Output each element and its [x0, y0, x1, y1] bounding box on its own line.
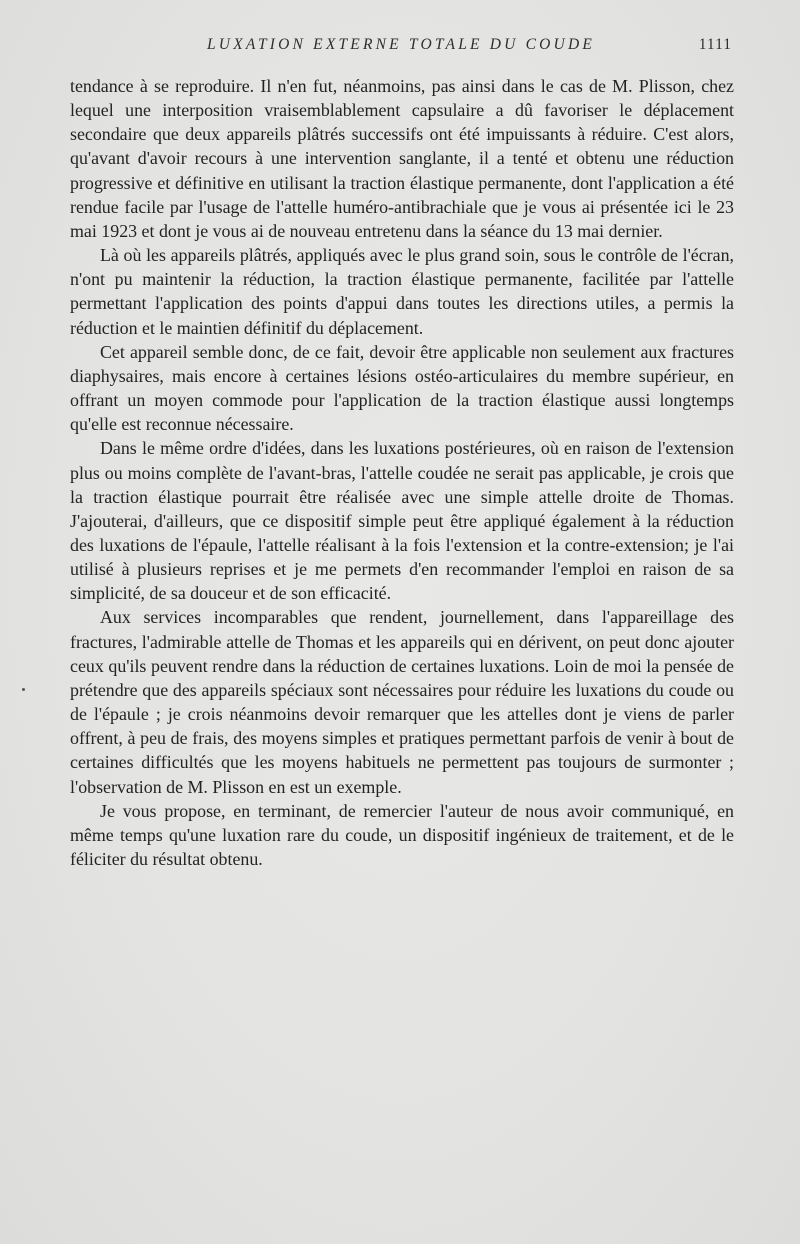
paragraph: Aux services incomparables que rendent, journellement, dans l'appareillage des fractures, l'admirable attelle de Thomas et les appareils qui en dérivent, on peut donc ajouter ceux qu'ils peuvent rendre dans la réduction de certaines luxations. Loin de moi la pensée de prétendre que des appareils spéciaux sont nécessaires pour réduire les luxations du coude ou de l'épaule ; je crois néanmoins devoir remarquer que les attelles dont je viens de parler offrent, à peu de frais, des moyens simples et pratiques permettant parfois de venir à bout de certaines difficultés que les moyens habituels ne permettent pas toujours de surmonter ; l'observation de M. Plisson en est un exemple. — [70, 607, 734, 797]
page-number: 1111 — [698, 36, 732, 53]
scan-speck — [22, 688, 25, 691]
page-header — [70, 36, 732, 60]
body-text — [70, 74, 734, 871]
running-title: LUXATION EXTERNE TOTALE DU COUDE — [206, 36, 596, 53]
paragraph: Cet appareil semble donc, de ce fait, devoir être applicable non seulement aux fractures diaphysaires, mais encore à certaines lésions ostéo-articulaires du membre supérieur, en offrant un moyen commode pour l'application de la traction élastique aussi longtemps qu'elle est reconnue nécessaire. — [70, 341, 734, 435]
paragraph-continued: tendance à se reproduire. Il n'en fut, néanmoins, pas ainsi dans le cas de M. Plisson, chez lequel une interposition vraisemblablement capsulaire a dû favoriser le déplacement secondaire que deux appareils plâtrés successifs ont été impuissants à réduire. C'est alors, qu'avant d'avoir recours à une intervention sanglante, il a tenté et obtenu une réduction progressive et définitive en utilisant la traction élastique permanente, dont l'application a été rendue facile par l'usage de l'attelle huméro-antibrachiale que je vous ai présentée ici le 23 mai 1923 et dont je vous ai de nouveau entretenu dans la séance du 13 mai dernier. — [70, 76, 734, 241]
paragraph: Dans le même ordre d'idées, dans les luxations postérieures, où en raison de l'extension plus ou moins complète de l'avant-bras, l'attelle coudée ne serait pas applicable, je crois que la traction élastique pourrait être réalisée avec une simple attelle droite de Thomas. J'ajouterai, d'ailleurs, que ce dispositif simple peut être appliqué également à la réduction des luxations de l'épaule, l'attelle réalisant à la fois l'extension et la contre-extension; je l'ai utilisé à plusieurs reprises et je me permets d'en recommander l'emploi en raison de sa simplicité, de sa douceur et de son efficacité. — [70, 438, 734, 604]
paragraph: Là où les appareils plâtrés, appliqués avec le plus grand soin, sous le contrôle de l'écran, n'ont pu maintenir la réduction, la traction élastique permanente, facilitée par l'attelle permettant l'application des points d'appui dans toutes les directions utiles, a permis la réduction et le maintien définitif du déplacement. — [70, 245, 734, 338]
paragraph: Je vous propose, en terminant, de remercier l'auteur de nous avoir communiqué, en même temps qu'une luxation rare du coude, un dispositif ingénieux de traitement, et de le féliciter du résultat obtenu. — [70, 800, 734, 869]
